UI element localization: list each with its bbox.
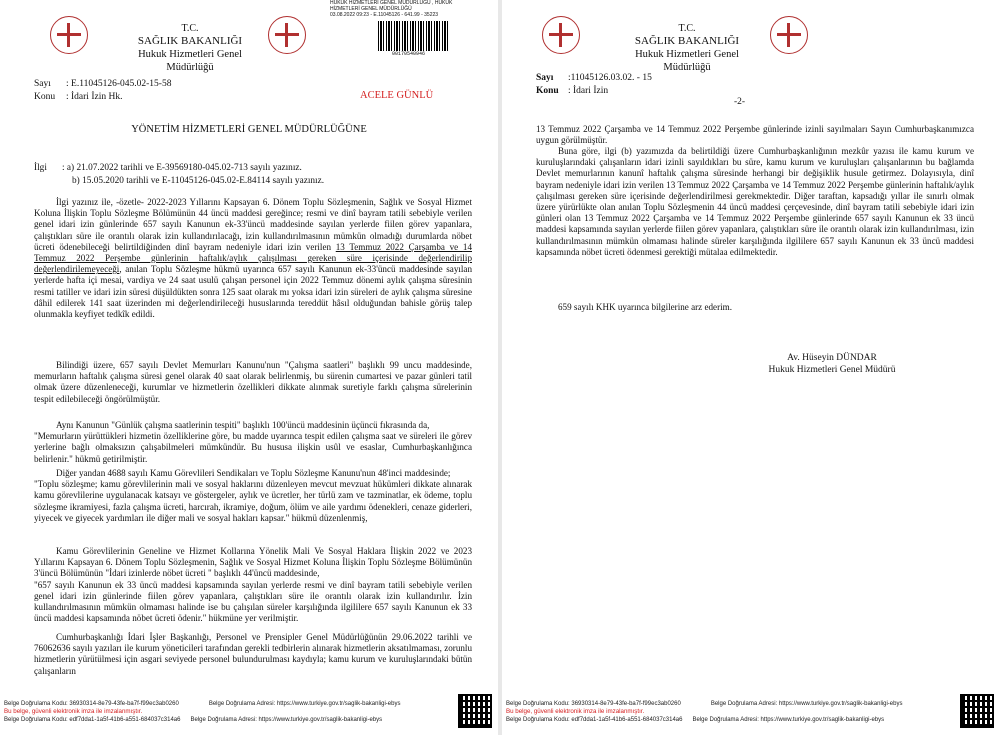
qr-code-icon [960,694,994,728]
paragraph-5-intro: Kamu Görevlilerinin Geneline ve Hizmet Kollarına Yönelik Mali Ve Sosyal Haklara İlişkin 2022 ve 2023 Yıllarını Kapsayan 6. Dönem Toplu Sözleşmenin, Sağlık ve Sosyal Hizmet Koluna İlişkin Toplu Sözleşme Bölümünün 3'üncü Bölümünün "İdari izinlerde nöbet ücreti " başlıklı 44'üncü maddesinde, [34,546,472,579]
letterhead-directorate: Hukuk Hizmetleri Genel Müdürlüğü [635,49,739,73]
document-footer [506,700,956,724]
refs-label: İlgi [34,163,47,173]
verification-code-1: Belge Doğrulama Kodu: 36930314-8e79-43fe-ba7f-f99ec3ab0260 [4,701,179,707]
document-footer [4,700,454,724]
paragraph-4-quote: "Toplu sözleşme; kamu görevlilerinin mali ve sosyal haklarını düzenleyen mevcut mevzuat hükümleri dikkate alınarak kamu görevlilerine uygulanacak katsayı ve göstergeler, aylık ve ücretler, her türlü zam ve tazminatlar, ek ödeme, toplu sözleşme ikramiyesi, fazla çalışma ücreti, harcırah, ikramiye, doğum, ölüm ve aile yardımı ödenekleri, cenaze giderleri, yiyecek ve giyecek yardımları ile diğer mali ve sosyal hakları kapsar." hükmü düzenlenmiş, [34,479,472,523]
page-number: -2- [734,97,746,107]
signatory-title: Hukuk Hizmetleri Genel Müdürü [768,365,896,375]
ministry-seal-icon [770,16,808,54]
letterhead [612,22,762,74]
paragraph-6: Cumhurbaşkanlığı İdari İşler Başkanlığı, Personel ve Prensipler Genel Müdürlüğünün 29.06.2022 tarihli ve 76062636 sayılı yazıları ile kurum yöneticileri tarafından gerekli tedbirlerin alınarak hizmetlerin aksatılmaması, zorunlu hizmetlerin yürütülmesi için asgari seviyede personel bulundurulması kaydıyla; kamu kurum ve kuruluşlarındaki bütün çalışanların [34,632,472,676]
paragraph-1-intro: İlgi yazınız ile, -özetle- 2022-2023 Yıllarını Kapsayan 6. Dönem Toplu Sözleşmenin, Sağlık ve Sosyal Hizmet Koluna İlişkin Toplu Sözleşme Bölümünün 44 üncü maddesi gereğince; resmi ve dinî bayram tatili sebebiyle verilen genel idari izin günlerinde 657 sayılı Kanunun ek-33'üncü maddesinde sayılan yerlerde fiilen görev yapanlara, çalıştıkları süre ile orantılı olarak izin kullandırılacağı, izin kullandırılmasının mümkün olmadığı durumlarda nöbet ücreti ödenebileceği belirtildiğinden dinî bayram nedeniyle idari izin verilen [34,197,472,252]
verification-address-1: Belge Doğrulama Adresi: https://www.turkiye.gov.tr/saglik-bakanligi-ebys [710,701,903,707]
verification-address-1: Belge Doğrulama Adresi: https://www.turkiye.gov.tr/saglik-bakanligi-ebys [208,701,401,707]
konu-value: : İdari İzin [568,86,609,96]
paragraph-3 [34,420,472,465]
barcode-line-2: HİZMETLERİ GENEL MÜDÜRLÜĞÜ [330,6,412,12]
verification-code-2: Belge Doğrulama Kodu: edf7dda1-1a5f-41b6-a551-684037c314a6 [4,717,181,723]
paragraph-3-quote: "Memurların yürüttükleri hizmetin özelliklerine göre, bu madde uyarınca tespit edilen çalışma saat ve süreleri ile görev yerlerine bağlı olmaksızın çalışabilmeleri mümkündür. Bu hususa ilişkin usûl ve esaslar, Cumhurbaşkanlığınca belirlenir." hükmü getirilmiştir. [34,431,472,464]
document-meta [536,72,836,98]
konu-label: Konu [536,86,559,96]
ministry-logo-icon [50,16,88,54]
verification-address-2: Belge Doğrulama Adresi: https://www.turkiye.gov.tr/saglik-bakanligi-ebys [190,717,383,723]
letterhead-directorate: Hukuk Hizmetleri Genel Müdürlüğü [138,49,242,73]
sayi-label: Sayı [34,79,51,89]
barcode-bars [378,21,450,51]
letterhead-country: T.C. [678,23,696,34]
document-page-2 [502,0,1000,735]
letterhead-country: T.C. [181,23,199,34]
verification-code-1: Belge Doğrulama Kodu: 36930314-8e79-43fe-ba7f-f99ec3ab0260 [506,701,681,707]
document-meta [34,78,334,104]
sayi-value: :11045126.03.02. - 15 [568,73,652,83]
urgent-label: ACELE GÜNLÜ [360,90,434,101]
paragraph-5-quote: "657 sayılı Kanunun ek 33 üncü maddesi kapsamında sayılan yerlerde resmi ve dinî bayram tatili sebebiyle verilen genel idari izin günlerinde fiilen görev yapanlara, çalıştıkları süre ile orantılı olarak izin kullandırılır. İzin kullandırılmasının mümkün olmaması halinde ise bu çalışılan süreler karşılığında ilgililere 657 sayılı Kanunun ek 33 üncü maddesi kapsamında nöbet ücreti ödenir." hükmüne yer verilmiştir. [34,579,472,624]
letterhead-ministry: SAĞLIK BAKANLIĞI [137,35,243,47]
esign-notice: Bu belge, güvenli elektronik imza ile imzalanmıştır. [4,708,143,715]
sayi-label: Sayı [536,73,554,83]
paragraph-2: Bilindiği üzere, 657 sayılı Devlet Memurları Kanunu'nun "Çalışma saatleri" başlıklı 99 uncu maddesinde, memurların haftalık çalışma süresi genel olarak 40 saat olarak belirlenmiş, bu sürenin cumartesi ve pazar günleri tatil olmak üzere düzenleneceği, kurumlar ve hizmetlerin özellikleri dikkate alınmak suretiyle farklı çalışma sürelerinin tespit edilebileceği öngörülmüştür. [34,360,472,404]
konu-label: Konu [34,92,56,102]
sayi-value: : E.11045126-045.02-15-58 [66,79,172,89]
verification-address-2: Belge Doğrulama Adresi: https://www.turkiye.gov.tr/saglik-bakanligi-ebys [692,717,885,723]
addressee: YÖNETİM HİZMETLERİ GENEL MÜDÜRLÜĞÜNE [131,124,367,135]
paragraph-1-rest: , anılan Toplu Sözleşme hükmü uyarınca 657 sayılı Kanunun ek-33'üncü maddesinde sayılan yerlerde hafta içi mesai, vardiya ve 24 saat usulü çalışan personel için 2022 Temmuz dönemi aylık çalışma süresinin resmi tatiller ve idari izin süresi düşüldükten sonra 125 saat olarak mı yoksa idari izin süreleri de aylık çalışma süresine dâhil edilerek 141 saat üzerinden mi değerlendirileceği hususlarında tereddüt hâsıl olduğundan bahisle görüş talep olunmakla keyfiyet tedkîk edildi. [34,264,472,320]
konu-value: : İdari İzin Hk. [66,92,123,102]
ministry-seal-icon [268,16,306,54]
paragraph-4-intro: Diğer yandan 4688 sayılı Kamu Görevlileri Sendikaları ve Toplu Sözleşme Kanunu'nun 48'inci maddesinde; [56,468,451,478]
letterhead [120,22,260,74]
barcode-line-1: HUKUK HİZMETLERİ GENEL MÜDÜRLÜĞÜ , HUKUK [330,0,453,6]
paragraph-1 [34,197,472,320]
letterhead-ministry: SAĞLIK BAKANLIĞI [634,35,740,47]
paragraph-1: 13 Temmuz 2022 Çarşamba ve 14 Temmuz 2022 Perşembe günlerinde izinli sayılmaları Sayın Cumhurbaşkanımızca uygun görülmüştür. [536,124,974,146]
paragraph-5 [34,546,472,624]
document-barcode [330,0,470,55]
paragraph-1-underlined: 13 Temmuz 2022 Çarşamba ve 14 Temmuz 2022 Perşembe günlerinin haftalık/aylık çalışılması gereken süre içerisinde değerlendirilip değerlendirilemeyeceği [34,241,472,275]
barcode-number: 00170540946 [392,51,426,57]
barcode-line-3: 03.08.2022 09:23 - E.11045126 - 641.99 - 35223 [330,12,439,18]
paragraph-3-intro: Aynı Kanunun "Günlük çalışma saatlerinin tespiti" başlıklı 100'üncü maddesinin üçüncü fıkrasında da, [56,420,430,430]
paragraph-3: 659 sayılı KHK uyarınca bilgilerine arz ederim. [558,302,732,312]
signature-block [722,352,942,376]
qr-code-icon [458,694,492,728]
paragraph-2: Buna göre, ilgi (b) yazımızda da belirtildiği üzere Cumhurbaşkanlığının mezkûr yazısı ile kamu kurum ve kuruluşlarındaki çalışanların idari izinli sayıldıkları bu süre, kamu kurum ve kuruluşları çalışanlarının bu bağlamda Devlet memurlarının kanunî haftalık çalışma süresinde herhangi bir değişiklik husule getirmez. Dolayısıyla, dinî bayram nedeniyle idari izin verilen 13 Temmuz 2022 Çarşamba ve 14 Temmuz 2022 Perşembe günlerinin haftalık/aylık çalışılması gereken süre içerisinde değerlendirilmesi gerekmektedir. Diğer taraftan, kapsadığı yıllar ile sınırlı olmak üzere yürürlükte olan anılan Toplu Sözleşmenin 44 üncü maddesi çerçevesinde, dinî bayram tatili sebebiyle idari izin günleri olan 13 Temmuz 2022 Çarşamba ve 14 Temmuz 2022 Perşembe günlerinde 657 sayılı Kanunun ek 33 üncü maddesi kapsamında sayılan yerlerde fiilen görev yapanlara, çalıştıkları süre ile orantılı olarak izin kullandırılması, izin kullandırılmasının mümkün olmaması halinde süreler karşılığında ilgililere 657 sayılı Kanunun ek 33 üncü maddesi kapsamında nöbet ücreti ödenmesi gerektiği mütalaa edilmektedir. [536,146,974,257]
esign-notice: Bu belge, güvenli elektronik imza ile imzalanmıştır. [506,708,645,715]
references [34,162,474,187]
ministry-logo-icon [542,16,580,54]
ref-b: b) 15.05.2020 tarihli ve E-11045126-045.02-E.84114 sayılı yazınız. [72,175,325,186]
ref-a: : a) 21.07.2022 tarihli ve E-39569180-045.02-713 sayılı yazınız. [62,163,302,173]
document-page-1 [0,0,498,735]
paragraph-4 [34,468,472,524]
signatory-name: Av. Hüseyin DÜNDAR [787,353,877,363]
verification-code-2: Belge Doğrulama Kodu: edf7dda1-1a5f-41b6-a551-684037c314a6 [506,717,683,723]
